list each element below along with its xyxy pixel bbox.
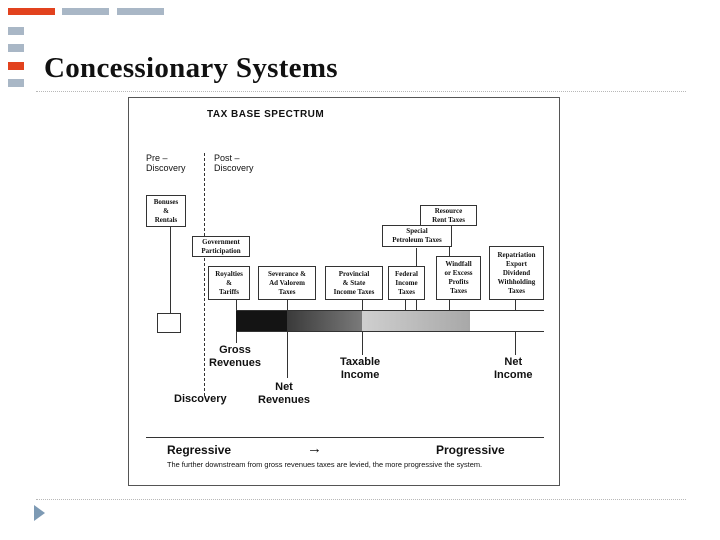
- resource-rent-box: Resource Rent Taxes: [420, 205, 477, 226]
- progressive-label: Progressive: [436, 443, 505, 457]
- band-bottom-line: [236, 331, 544, 332]
- royalties-tariffs-box: Royalties & Tariffs: [208, 266, 250, 300]
- provincial-state-income-box: Provincial & State Income Taxes: [325, 266, 383, 300]
- special-petroleum-box: Special Petroleum Taxes: [382, 225, 452, 247]
- net-revenues-label: Net Revenues: [258, 381, 310, 406]
- band-segment-light: [362, 311, 470, 331]
- accent-bar-gray-1: [62, 8, 109, 15]
- footnote: The further downstream from gross revenues taxes are levied, the more progressive the system.: [167, 460, 483, 469]
- accent-bar-red: [8, 8, 55, 15]
- side-marker-2: [8, 44, 24, 52]
- side-marker-4: [8, 79, 24, 87]
- severance-ad-valorem-box: Severance & Ad Valorem Taxes: [258, 266, 316, 300]
- bonuses-rentals-box: Bonuses & Rentals: [146, 195, 186, 227]
- post-discovery-label: Post – Discovery: [214, 153, 254, 173]
- windfall-profits-box: Windfall or Excess Profits Taxes: [436, 256, 481, 300]
- pre-discovery-square: [157, 313, 181, 333]
- spectrum-divider-line: [146, 437, 544, 438]
- gross-revenues-label: Gross Revenues: [209, 344, 261, 369]
- tax-base-spectrum-figure: [128, 97, 560, 486]
- regressive-label: Regressive: [167, 443, 232, 457]
- government-participation-box: Government Participation: [192, 236, 250, 257]
- net-income-label: Net Income: [494, 356, 533, 381]
- taxable-income-label: Taxable Income: [340, 356, 381, 381]
- band-segment-white: [470, 311, 544, 331]
- footer-divider: [36, 499, 686, 500]
- next-slide-arrow-icon[interactable]: [34, 505, 45, 521]
- federal-income-box: Federal Income Taxes: [388, 266, 425, 300]
- side-marker-3: [8, 62, 24, 70]
- discovery-label: Discovery: [174, 393, 227, 405]
- direction-arrow-icon: →: [307, 440, 322, 457]
- pre-discovery-label: Pre – Discovery: [146, 153, 186, 173]
- repatriation-withholding-box: Repatriation Export Dividend Withholding Taxes: [489, 246, 544, 300]
- band-segment-dark: [236, 311, 287, 331]
- title-divider: [36, 91, 686, 92]
- side-marker-1: [8, 27, 24, 35]
- discovery-divider-line: [204, 153, 205, 396]
- slide-title: Concessionary Systems: [44, 52, 338, 84]
- band-segment-mid: [287, 311, 362, 331]
- accent-bar-gray-2: [117, 8, 164, 15]
- pre-discovery-line: [170, 223, 171, 313]
- figure-header: TAX BASE SPECTRUM: [207, 109, 325, 120]
